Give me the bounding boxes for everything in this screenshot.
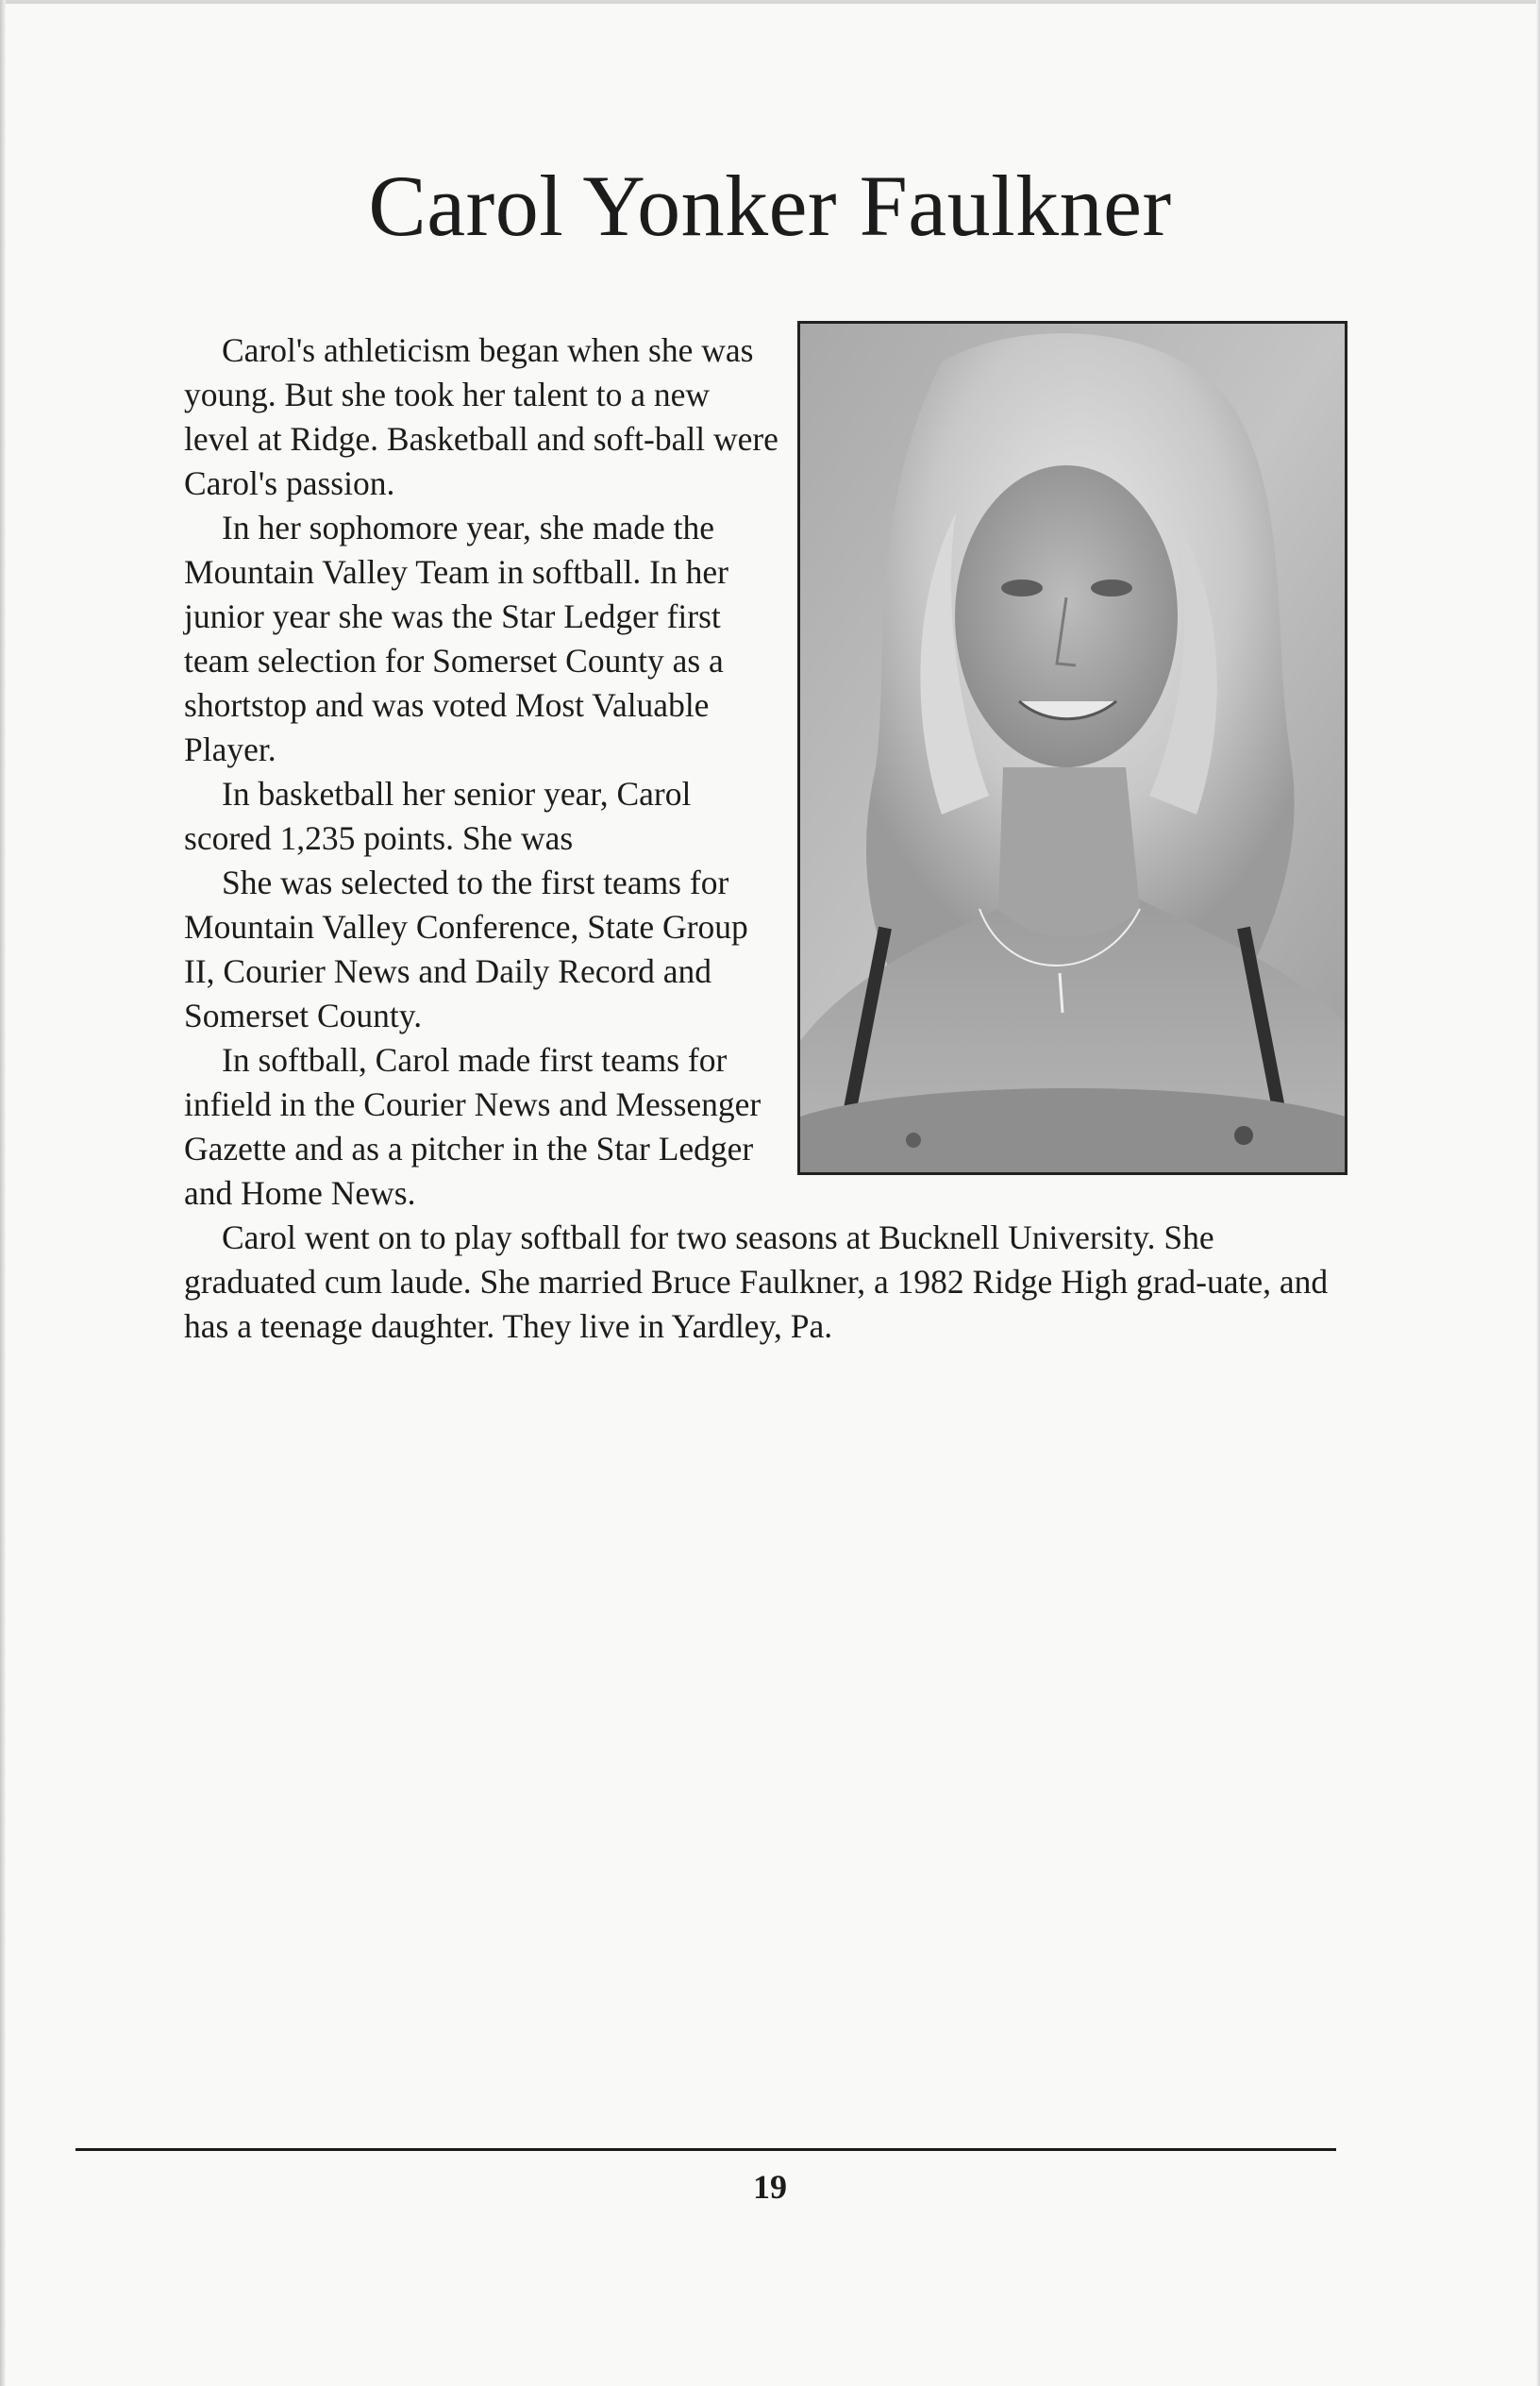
paragraph-intro: Carol's athleticism began when she was young. But she took her talent to a new level at Ridge. Basketball and soft-ball were Carol's passion. xyxy=(184,331,778,502)
page-number: 19 xyxy=(753,2168,787,2206)
paragraph-college: Carol went on to play softball for two seasons at Bucknell University. She graduated cum laude. She married Bruce Faulkner, a 1982 Ridge High grad-uate, and has a teenage daughter. They live in Yardley, Pa. xyxy=(184,1218,1329,1345)
paragraph-selections: She was selected to the first teams for Mountain Valley Conference, State Group II, Courier News and Daily Record and Somerset County. xyxy=(184,864,748,1034)
article-body xyxy=(184,328,1335,1349)
photo-spacer xyxy=(778,328,1335,1189)
scan-edge-top xyxy=(0,0,1540,4)
paragraph-softball: In softball, Carol made first teams for infield in the Courier News and Messenger Gazette and as a pitcher in the Star Ledger and Home News. xyxy=(184,1041,762,1212)
scan-edge-left xyxy=(0,0,6,2386)
page-title: Carol Yonker Faulkner xyxy=(368,158,1172,254)
paragraph-sophomore: In her sophomore year, she made the Mountain Valley Team in softball. In her junior year she was the Star Ledger first team selection for Somerset County as a shortstop and was voted Most Valuable Player. xyxy=(184,509,728,768)
footer-rule xyxy=(75,2148,1336,2151)
scan-edge-right xyxy=(1536,0,1540,2386)
paragraph-basketball: In basketball her senior year, Carol scored 1,235 points. She was xyxy=(184,775,692,857)
